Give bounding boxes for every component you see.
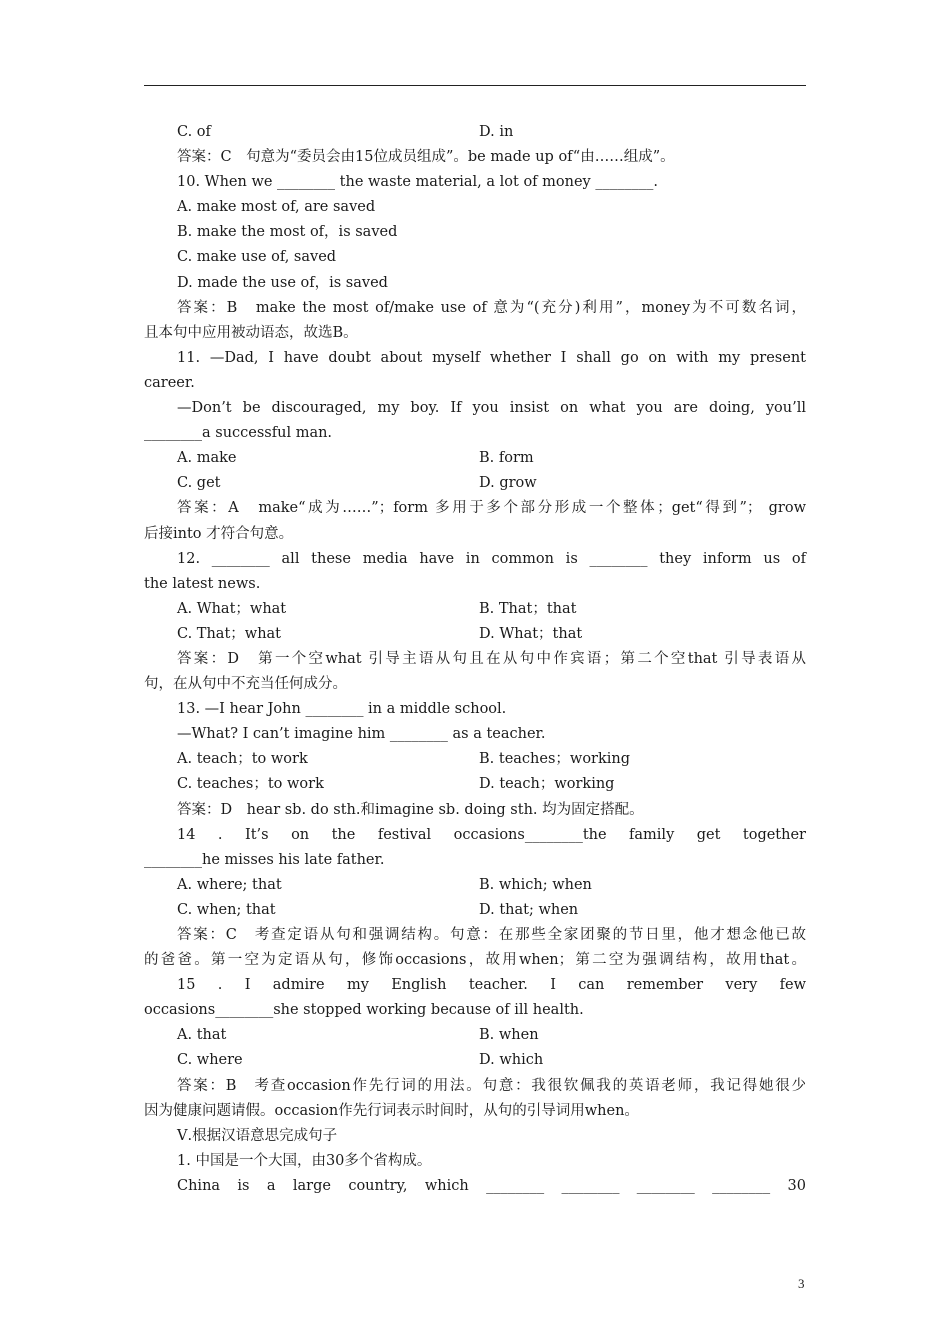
option-a: A. What；what — [177, 600, 287, 617]
question-11-reply: —Don’t be discouraged, my boy. If you insist on what you are doing, you’ll — [177, 400, 806, 417]
option-d: D. in — [479, 124, 514, 140]
option-c: C. where — [177, 1052, 243, 1069]
question-14: 14 . It’s on the festival occasions________the family get together — [177, 826, 806, 843]
option-row — [144, 747, 806, 772]
page-number: 3 — [798, 1276, 805, 1291]
option-a: A. that — [177, 1027, 227, 1044]
option-d: D. teach；working — [479, 776, 615, 793]
question-11-reply-cont: ________a successful man. — [144, 425, 333, 442]
translation-item-1: 1. 中国是一个大国，由30多个省构成。 — [177, 1152, 432, 1169]
question-11: 11. —Dad, I have doubt about myself whether I shall go on with my present — [177, 349, 806, 366]
question-10: 10. When we ________ the waste material, a lot of money ________. — [177, 174, 658, 191]
option-d: D. What；that — [479, 625, 583, 642]
option-row — [144, 446, 806, 471]
option-b: B. make the most of，is saved — [177, 224, 398, 241]
translation-item-1-blank: China is a large country, which ________ ________ ________ ________ 30 — [177, 1177, 806, 1194]
option-a: A. make — [177, 450, 237, 467]
option-b: B. That；that — [479, 600, 577, 617]
option-row — [144, 873, 806, 898]
option-row — [144, 1048, 806, 1073]
option-d: D. grow — [479, 475, 537, 492]
option-c: C. make use of, saved — [177, 249, 337, 266]
answer-line: 答案：D hear sb. do sth.和imagine sb. doing sth. 均为固定搭配。 — [177, 801, 644, 818]
option-b: B. when — [479, 1027, 539, 1044]
option-c: C. get — [177, 475, 221, 492]
question-13: 13. —I hear John ________ in a middle school. — [177, 701, 507, 718]
option-c: C. That；what — [177, 625, 281, 642]
answer-line-cont: 后接into 才符合句意。 — [144, 525, 294, 542]
section-heading: Ⅴ.根据汉语意思完成句子 — [177, 1127, 338, 1144]
option-d: D. that; when — [479, 901, 579, 918]
answer-line-cont: 因为健康问题请假。occasion作先行词表示时间时，从句的引导词用when。 — [144, 1102, 639, 1119]
option-row — [144, 898, 806, 923]
option-c: C. when; that — [177, 901, 276, 918]
question-15-cont: occasions________she stopped working because of ill health. — [144, 1002, 584, 1019]
answer-line: 答案：B make the most of/make use of 意为“(充分)利用”，money为不可数名词， — [177, 299, 806, 316]
option-row — [144, 1023, 806, 1048]
header-rule — [144, 85, 806, 86]
option-d: D. which — [479, 1052, 544, 1069]
option-a: A. make most of, are saved — [177, 199, 376, 216]
option-c: C. of — [177, 124, 211, 140]
option-b: B. teaches；working — [479, 751, 631, 768]
question-14-cont: ________he misses his late father. — [144, 851, 385, 868]
answer-line-cont: 的爸爸。第一空为定语从句，修饰occasions，故用when；第二空为强调结构，故用that。 — [144, 952, 806, 969]
option-a: A. teach；to work — [177, 751, 308, 768]
answer-line-cont: 且本句中应用被动语态，故选B。 — [144, 324, 358, 341]
option-row — [144, 471, 806, 496]
option-c: C. teaches；to work — [177, 776, 324, 793]
question-12-cont: the latest news. — [144, 575, 261, 592]
option-b: B. which; when — [479, 876, 592, 893]
option-a: A. where; that — [177, 876, 282, 893]
option-row — [144, 622, 806, 647]
question-13-reply: —What? I can’t imagine him ________ as a teacher. — [177, 726, 546, 743]
document-body — [144, 120, 806, 1199]
question-15: 15 . I admire my English teacher. I can remember very few — [177, 977, 806, 994]
answer-line: 答案：B 考查occasion作先行词的用法。句意：我很钦佩我的英语老师，我记得她很少 — [177, 1077, 806, 1094]
answer-line: 答案：D 第一个空what 引导主语从句且在从句中作宾语；第二个空that 引导表语从 — [177, 650, 806, 667]
answer-line: 答案：A make“成为……”；form 多用于多个部分形成一个整体；get“得到”； grow — [177, 500, 806, 517]
answer-line: 答案：C 考查定语从句和强调结构。句意：在那些全家团聚的节日里，他才想念他已故 — [177, 927, 806, 943]
option-row — [144, 120, 806, 145]
option-row — [144, 597, 806, 622]
option-row — [144, 772, 806, 797]
option-d: D. made the use of，is saved — [177, 274, 388, 291]
option-b: B. form — [479, 450, 534, 467]
answer-line: 答案：C 句意为“委员会由15位成员组成”。be made up of“由……组成”。 — [177, 149, 675, 166]
answer-line-cont: 句，在从句中不充当任何成分。 — [144, 676, 347, 693]
question-12: 12. ________ all these media have in common is ________ they inform us of — [177, 550, 806, 567]
question-11-cont: career. — [144, 374, 195, 391]
